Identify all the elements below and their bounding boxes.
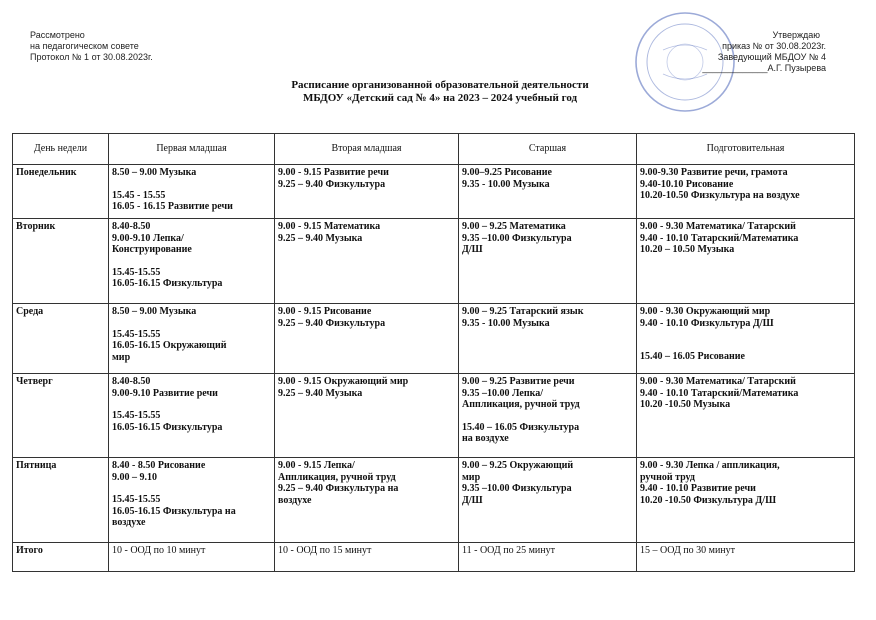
schedule-cell xyxy=(459,165,637,219)
activity-line: 10.20 -10.50 Физкультура Д/Ш xyxy=(640,494,777,506)
activity-line: 16.05-16.15 Физкультура xyxy=(112,421,223,433)
activity-line: 9.00 - 9.15 Лепка/ xyxy=(278,460,355,471)
header-right-line: приказ № от 30.08.2023г. xyxy=(722,41,826,51)
schedule-cell xyxy=(275,374,459,458)
activity-line: 16.05 - 16.15 Развитие речи xyxy=(112,201,233,212)
schedule-cell xyxy=(275,219,459,304)
table-row xyxy=(13,165,855,219)
activity-line: 8.50 – 9.00 Музыка xyxy=(112,306,197,317)
schedule-cell xyxy=(275,543,459,572)
activity-line: мир xyxy=(462,471,481,483)
day-cell: Вторник xyxy=(13,219,109,304)
activity-line xyxy=(112,179,271,190)
activity-line: Д/Ш xyxy=(462,494,483,506)
activity-line xyxy=(112,256,271,267)
activity-line: Аппликация, ручной труд xyxy=(462,399,580,410)
activity-line: 9.35 –10.00 Лепка/ xyxy=(462,387,543,399)
activity-line: 10.20-10.50 Физкультура на воздухе xyxy=(640,190,800,201)
activity-line: воздухе xyxy=(278,494,312,506)
activity-line: 16.05-16.15 Окружающий xyxy=(112,340,227,351)
schedule-cell xyxy=(459,304,637,374)
schedule-cell xyxy=(109,543,275,572)
day-cell: Понедельник xyxy=(13,165,109,219)
activity-line: 9.25 – 9.40 Физкультура xyxy=(278,178,386,190)
activity-line: 9.35 –10.00 Физкультура xyxy=(462,232,572,244)
activity-line: 9.40 - 10.10 Татарский/Математика xyxy=(640,232,799,244)
schedule-cell xyxy=(109,219,275,304)
day-cell: Итого xyxy=(13,543,109,572)
activity-line: 15.45-15.55 xyxy=(112,266,161,278)
activity-line: 16.05-16.15 Физкультура xyxy=(112,278,223,289)
activity-line xyxy=(112,399,271,410)
activity-line: 8.40-8.50 xyxy=(112,221,151,232)
activity-line: 10 - ООД по 10 минут xyxy=(112,545,206,556)
activity-line: 9.00 – 9.25 Развитие речи xyxy=(462,376,575,387)
activity-line: 9.00 - 9.30 Окружающий мир xyxy=(640,306,771,317)
activity-line: 8.50 – 9.00 Музыка xyxy=(112,167,197,178)
schedule-cell xyxy=(459,458,637,543)
header-right-line: _____________А.Г. Пузырева xyxy=(702,63,826,73)
activity-line: 8.40-8.50 xyxy=(112,376,151,387)
activity-line: 15.45-15.55 xyxy=(112,410,161,421)
activity-line xyxy=(640,340,851,351)
activity-line: 9.35 - 10.00 Музыка xyxy=(462,317,550,329)
activity-line: 9.35 –10.00 Физкультура xyxy=(462,483,572,494)
activity-line: 9.40-10.10 Рисование xyxy=(640,178,734,190)
schedule-cell xyxy=(275,165,459,219)
column-header: Вторая младшая xyxy=(275,134,459,165)
table-row xyxy=(13,374,855,458)
activity-line xyxy=(462,411,633,422)
activity-line: 9.00-9.10 Развитие речи xyxy=(112,387,218,399)
title-line: Расписание организованной образовательной деятельности xyxy=(291,79,589,91)
header-left-line: Рассмотрено xyxy=(30,30,85,40)
day-cell: Среда xyxy=(13,304,109,374)
column-header: Подготовительная xyxy=(637,134,855,165)
schedule-cell xyxy=(109,374,275,458)
schedule-cell xyxy=(637,165,855,219)
activity-line: 9.00 - 9.15 Математика xyxy=(278,221,381,232)
activity-line: 9.00 - 9.15 Окружающий мир xyxy=(278,376,409,387)
activity-line: 15.45-15.55 xyxy=(112,494,161,505)
activity-line: 9.00 - 9.30 Математика/ Татарский xyxy=(640,221,796,232)
activity-line: 9.25 – 9.40 Физкультура xyxy=(278,317,386,329)
activity-line xyxy=(112,318,271,329)
activity-line: Аппликация, ручной труд xyxy=(278,471,396,483)
activity-line: 10 - ООД по 15 минут xyxy=(278,545,372,556)
activity-line: 9.25 – 9.40 Музыка xyxy=(278,387,363,399)
schedule-cell xyxy=(459,374,637,458)
column-header: Первая младшая xyxy=(109,134,275,165)
activity-line: 15 – ООД по 30 минут xyxy=(640,545,736,556)
activity-line: мир xyxy=(112,351,131,363)
schedule-cell xyxy=(637,458,855,543)
activity-line: 11 - ООД по 25 минут xyxy=(462,545,555,556)
table-row xyxy=(13,543,855,572)
activity-line: 8.40 - 8.50 Рисование xyxy=(112,460,206,471)
activity-line: 9.40 - 10.10 Физкультура Д/Ш xyxy=(640,317,774,329)
activity-line: 10.20 -10.50 Музыка xyxy=(640,399,731,410)
schedule-cell xyxy=(109,458,275,543)
day-cell: Пятница xyxy=(13,458,109,543)
column-header: День недели xyxy=(13,134,109,165)
header-right-line: Заведующий МБДОУ № 4 xyxy=(717,52,826,62)
activity-line xyxy=(112,483,271,494)
activity-line: 15.45-15.55 xyxy=(112,328,161,340)
table-row xyxy=(13,458,855,543)
title-line: МБДОУ «Детский сад № 4» на 2023 – 2024 учебный год xyxy=(302,92,578,104)
schedule-cell xyxy=(109,165,275,219)
activity-line: 9.00 – 9.25 Татарский язык xyxy=(462,306,584,317)
activity-line: 9.00 – 9.10 xyxy=(112,471,157,483)
activity-line: 9.00 – 9.25 Окружающий xyxy=(462,460,574,471)
activity-line: 15.40 – 16.05 Рисование xyxy=(640,351,745,362)
day-cell: Четверг xyxy=(13,374,109,458)
activity-line: 9.40 - 10.10 Татарский/Математика xyxy=(640,387,799,399)
schedule-cell xyxy=(275,458,459,543)
approval-left-block xyxy=(30,30,153,63)
activity-line: 15.45 - 15.55 xyxy=(112,189,166,201)
activity-line: воздухе xyxy=(112,517,146,528)
activity-line: 9.00 - 9.30 Математика/ Татарский xyxy=(640,376,796,387)
schedule-cell xyxy=(109,304,275,374)
activity-line: 9.35 - 10.00 Музыка xyxy=(462,178,550,190)
activity-line: 9.00 - 9.15 Рисование xyxy=(278,306,372,317)
activity-line xyxy=(640,329,851,340)
activity-line: 9.00–9.25 Рисование xyxy=(462,167,552,178)
activity-line: Д/Ш xyxy=(462,244,483,255)
activity-line: 9.40 - 10.10 Развитие речи xyxy=(640,483,756,494)
activity-line: 10.20 – 10.50 Музыка xyxy=(640,244,735,255)
schedule-cell xyxy=(637,374,855,458)
table-header-row xyxy=(13,134,855,165)
schedule-cell xyxy=(637,304,855,374)
activity-line: 9.25 – 9.40 Физкультура на xyxy=(278,483,399,494)
activity-line: 9.00 - 9.30 Лепка / аппликация, xyxy=(640,460,780,471)
schedule-cell xyxy=(459,219,637,304)
activity-line: Конструирование xyxy=(112,244,192,255)
activity-line: 9.00 - 9.15 Развитие речи xyxy=(278,167,389,178)
activity-line: 16.05-16.15 Физкультура на xyxy=(112,505,236,517)
activity-line: ручной труд xyxy=(640,471,695,483)
schedule-cell xyxy=(459,543,637,572)
document-title xyxy=(230,79,650,105)
schedule-cell xyxy=(637,543,855,572)
approval-right-block xyxy=(676,30,826,74)
activity-line: 9.00-9.10 Лепка/ xyxy=(112,232,184,244)
header-right-line: Утверждаю xyxy=(772,30,820,40)
schedule-cell xyxy=(637,219,855,304)
activity-line: 9.00 – 9.25 Математика xyxy=(462,221,566,232)
table-row xyxy=(13,219,855,304)
header-left-line: Протокол № 1 от 30.08.2023г. xyxy=(30,52,153,62)
activity-line: на воздухе xyxy=(462,433,509,444)
activity-line: 15.40 – 16.05 Физкультура xyxy=(462,421,580,433)
activity-line: 9.00-9.30 Развитие речи, грамота xyxy=(640,167,788,178)
header-left-line: на педагогическом совете xyxy=(30,41,139,51)
schedule-cell xyxy=(275,304,459,374)
column-header: Старшая xyxy=(459,134,637,165)
schedule-table xyxy=(12,133,855,572)
activity-line: 9.25 – 9.40 Музыка xyxy=(278,232,363,244)
table-row xyxy=(13,304,855,374)
